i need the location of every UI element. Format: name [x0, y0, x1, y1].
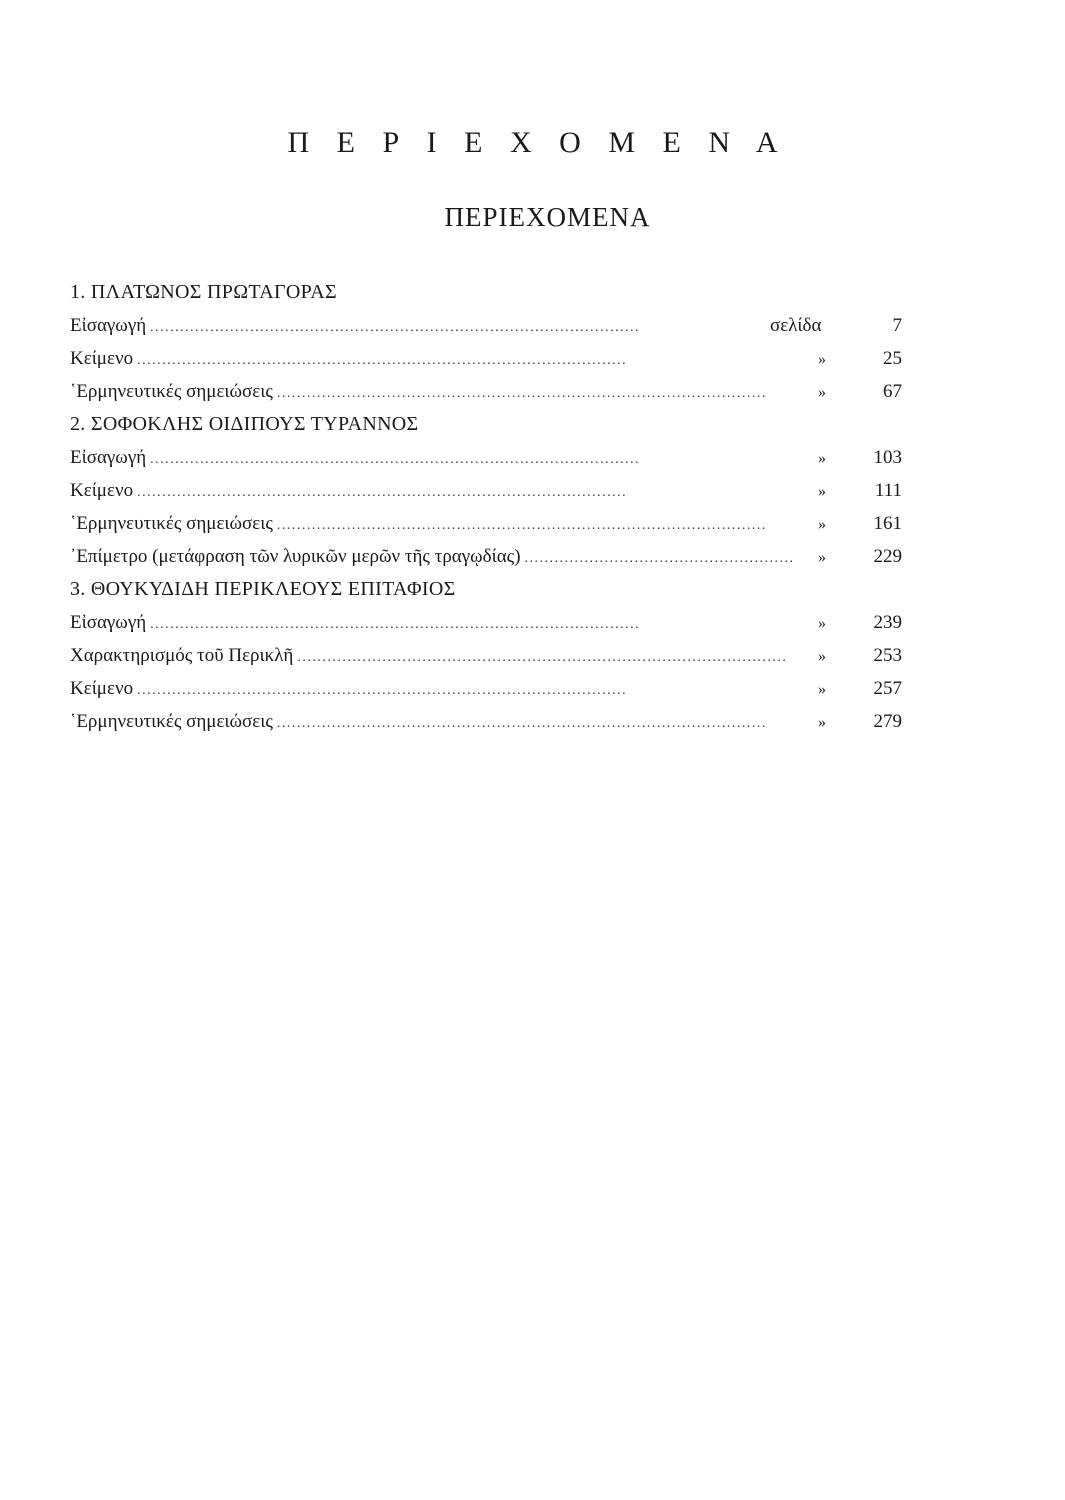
entry-label: ῾Ερμηνευτικές σημειώσεις	[70, 513, 273, 534]
toc-entry	[70, 540, 902, 573]
dot-leader	[277, 377, 794, 410]
page-marker: σελίδα	[770, 315, 822, 336]
dot-leader	[525, 542, 794, 575]
entry-label: Κείμενο	[70, 348, 134, 369]
page-number: 279	[873, 711, 902, 732]
dot-leader	[277, 509, 794, 542]
toc-entry	[70, 672, 902, 705]
section-title: 3. ΘΟΥΚΥΔΙΔΗ ΠΕΡΙΚΛΕΟΥΣ ΕΠΙΤΑΦΙΟΣ	[70, 578, 456, 600]
dot-leader	[277, 707, 794, 740]
page-marker: »	[818, 351, 826, 368]
page-marker: »	[818, 384, 826, 401]
toc-section-3	[70, 573, 902, 738]
page-number: 111	[874, 480, 902, 501]
page-marker: »	[818, 516, 826, 533]
contents-heading: ΠΕΡΙΕΧΟΜΕΝΑ	[444, 202, 651, 232]
contents-heading-spaced: Π Ε Ρ Ι Ε Χ Ο Μ Ε Ν Α	[287, 126, 788, 159]
toc-entry	[70, 375, 902, 408]
toc-entry	[70, 342, 902, 375]
dot-leader	[137, 674, 794, 707]
dot-leader	[150, 608, 794, 641]
toc-entry	[70, 639, 902, 672]
toc-entry	[70, 606, 902, 639]
dot-leader	[297, 641, 794, 674]
table-of-contents	[70, 276, 902, 738]
page-number: 229	[873, 546, 902, 567]
toc-entry	[70, 441, 902, 474]
dot-leader	[137, 476, 794, 509]
page-number: 7	[892, 315, 902, 336]
section-title: 2. ΣΟΦΟΚΛΗΣ ΟΙΔΙΠΟΥΣ ΤΥΡΑΝΝΟΣ	[70, 413, 419, 435]
entry-label: Εἰσαγωγή	[70, 612, 147, 633]
page-marker: »	[818, 714, 826, 731]
entry-label: ᾿Επίμετρο (μετάφραση τῶν λυρικῶν μερῶν τῆς τραγῳδίας)	[70, 546, 521, 567]
toc-section-2	[70, 408, 902, 573]
dot-leader	[150, 443, 794, 476]
dot-leader	[150, 311, 768, 344]
page-marker: »	[818, 681, 826, 698]
entry-label: ῾Ερμηνευτικές σημειώσεις	[70, 381, 273, 402]
toc-entry	[70, 309, 902, 342]
page-number: 103	[873, 447, 902, 468]
toc-entry	[70, 474, 902, 507]
page-number: 25	[883, 348, 902, 369]
page-number: 67	[883, 381, 902, 402]
dot-leader	[137, 344, 794, 377]
page-marker: »	[818, 648, 826, 665]
entry-label: Κείμενο	[70, 678, 134, 699]
toc-section-1	[70, 276, 902, 408]
entry-label: ῾Ερμηνευτικές σημειώσεις	[70, 711, 273, 732]
entry-label: Κείμενο	[70, 480, 134, 501]
entry-label: Εἰσαγωγή	[70, 315, 147, 336]
page-marker: »	[818, 450, 826, 467]
entry-label: Χαρακτηρισμός τοῦ Περικλῆ	[70, 645, 294, 666]
entry-label: Εἰσαγωγή	[70, 447, 147, 468]
page-marker: »	[818, 615, 826, 632]
page-marker: »	[818, 483, 826, 500]
page-marker: »	[818, 549, 826, 566]
page-number: 161	[873, 513, 902, 534]
page-number: 239	[873, 612, 902, 633]
section-title: 1. ΠΛΑΤΩΝΟΣ ΠΡΩΤΑΓΟΡΑΣ	[70, 281, 337, 303]
toc-entry	[70, 507, 902, 540]
page-number: 253	[873, 645, 902, 666]
page-number: 257	[873, 678, 902, 699]
toc-entry	[70, 705, 902, 738]
